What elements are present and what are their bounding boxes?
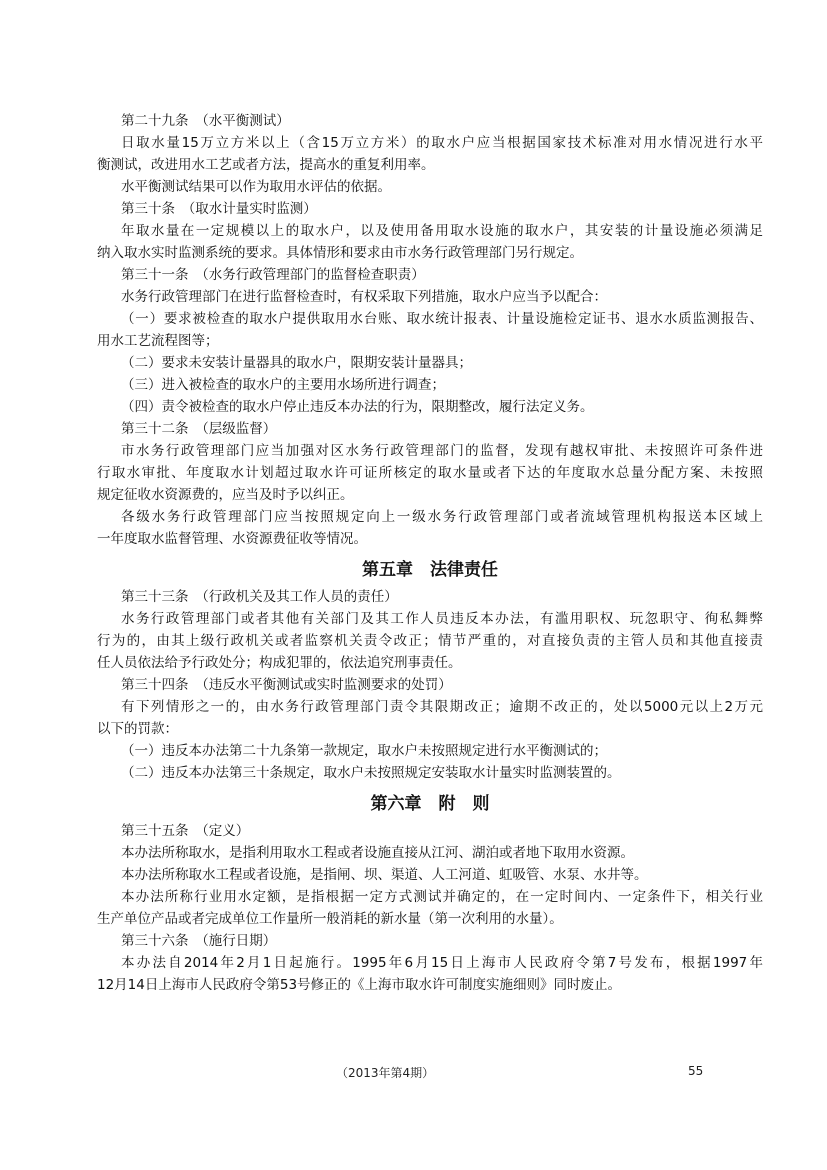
text-line: （三）进入被检查的取水户的主要用水场所进行调查； <box>121 377 445 393</box>
text-line: 规定征收水资源费的，应当及时予以纠正。 <box>97 487 354 503</box>
text-line: 生产单位产品或者完成单位工作量所一般消耗的新水量（第一次利用的水量）。 <box>97 911 563 927</box>
article-title: 第三十三条 （行政机关及其工作人员的责任） <box>121 589 398 605</box>
text-line: 市水务行政管理部门应当加强对区水务行政管理部门的监督，发现有越权审批、未按照许可条件进 <box>121 443 763 459</box>
article-title: 第二十九条 （水平衡测试） <box>121 113 290 129</box>
text-line: 行为的，由其上级行政机关或者监察机关责令改正；情节严重的，对直接负责的主管人员和其他直接责 <box>97 633 763 649</box>
text-line: （一）要求被检查的取水户提供取用水台账、取水统计报表、计量设施检定证书、退水水质监测报告、 <box>121 311 763 327</box>
article-title: 第三十六条 （施行日期） <box>121 933 277 949</box>
text-line: 本办法所称取水，是指利用取水工程或者设施直接从江河、湖泊或者地下取用水资源。 <box>121 845 634 861</box>
article-title: 第三十一条 （水务行政管理部门的监督检查职责） <box>121 267 425 283</box>
issue-label: （2013年第4期） <box>336 1066 435 1080</box>
text-line: 本办法所称行业用水定额，是指根据一定方式测试并确定的，在一定时间内、一定条件下，相关行业 <box>121 889 763 905</box>
text-line: （一）违反本办法第二十九条第一款规定，取水户未按照规定进行水平衡测试的； <box>121 743 607 759</box>
article-title: 第三十二条 （层级监督） <box>121 421 277 437</box>
text-line: 有下列情形之一的，由水务行政管理部门责令其限期改正；逾期不改正的，处以5000元以上2万元 <box>121 699 763 715</box>
text-line: 各级水务行政管理部门应当按照规定向上一级水务行政管理部门或者流域管理机构报送本区域上 <box>121 509 763 525</box>
text-line: 年取水量在一定规模以上的取水户，以及使用备用取水设施的取水户，其安装的计量设施必须满足 <box>121 223 763 239</box>
article-title: 第三十条 （取水计量实时监测） <box>121 201 317 217</box>
text-line: 纳入取水实时监测系统的要求。具体情形和要求由市水务行政管理部门另行规定。 <box>97 245 583 261</box>
text-line: 以下的罚款： <box>97 721 178 737</box>
article-title: 第三十四条 （违反水平衡测试或实时监测要求的处罚） <box>121 677 452 693</box>
text-line: 行取水审批、年度取水计划超过取水许可证所核定的取水量或者下达的年度取水总量分配方案、未按照 <box>97 465 763 481</box>
document-body <box>97 110 763 996</box>
text-line: 水务行政管理部门在进行监督检查时，有权采取下列措施，取水户应当予以配合： <box>121 289 607 305</box>
text-line: 本办法所称取水工程或者设施，是指闸、坝、渠道、人工河道、虹吸管、水泵、水井等。 <box>121 867 648 883</box>
article-title: 第三十五条 （定义） <box>121 823 250 839</box>
text-line: （四）责令被检查的取水户停止违反本办法的行为，限期整改，履行法定义务。 <box>121 399 594 415</box>
text-line: 日取水量15万立方米以上（含15万立方米）的取水户应当根据国家技术标准对用水情况进行水平 <box>121 135 763 151</box>
chapter-heading: 第六章 附 则 <box>370 794 490 814</box>
text-line: 水平衡测试结果可以作为取用水评估的依据。 <box>121 179 391 195</box>
text-line: 水务行政管理部门或者其他有关部门及其工作人员违反本办法，有滥用职权、玩忽职守、徇私舞弊 <box>121 611 763 627</box>
page-number: 55 <box>688 1064 704 1078</box>
chapter-heading: 第五章 法律责任 <box>362 560 498 580</box>
text-line: （二）要求未安装计量器具的取水户，限期安装计量器具； <box>121 355 472 371</box>
text-line: 一年度取水监督管理、水资源费征收等情况。 <box>97 531 367 547</box>
text-line: （二）违反本办法第三十条规定，取水户未按照规定安装取水计量实时监测装置的。 <box>121 765 621 781</box>
text-line: 用水工艺流程图等； <box>97 333 219 349</box>
text-line: 本办法自2014年2月1日起施行。1995年6月15日上海市人民政府令第7号发布，根据1997年 <box>121 955 763 971</box>
text-line: 12月14日上海市人民政府令第53号修正的《上海市取水许可制度实施细则》同时废止。 <box>97 977 622 993</box>
text-line: 任人员依法给予行政处分；构成犯罪的，依法追究刑事责任。 <box>97 655 462 671</box>
text-line: 衡测试，改进用水工艺或者方法，提高水的重复利用率。 <box>97 157 435 173</box>
